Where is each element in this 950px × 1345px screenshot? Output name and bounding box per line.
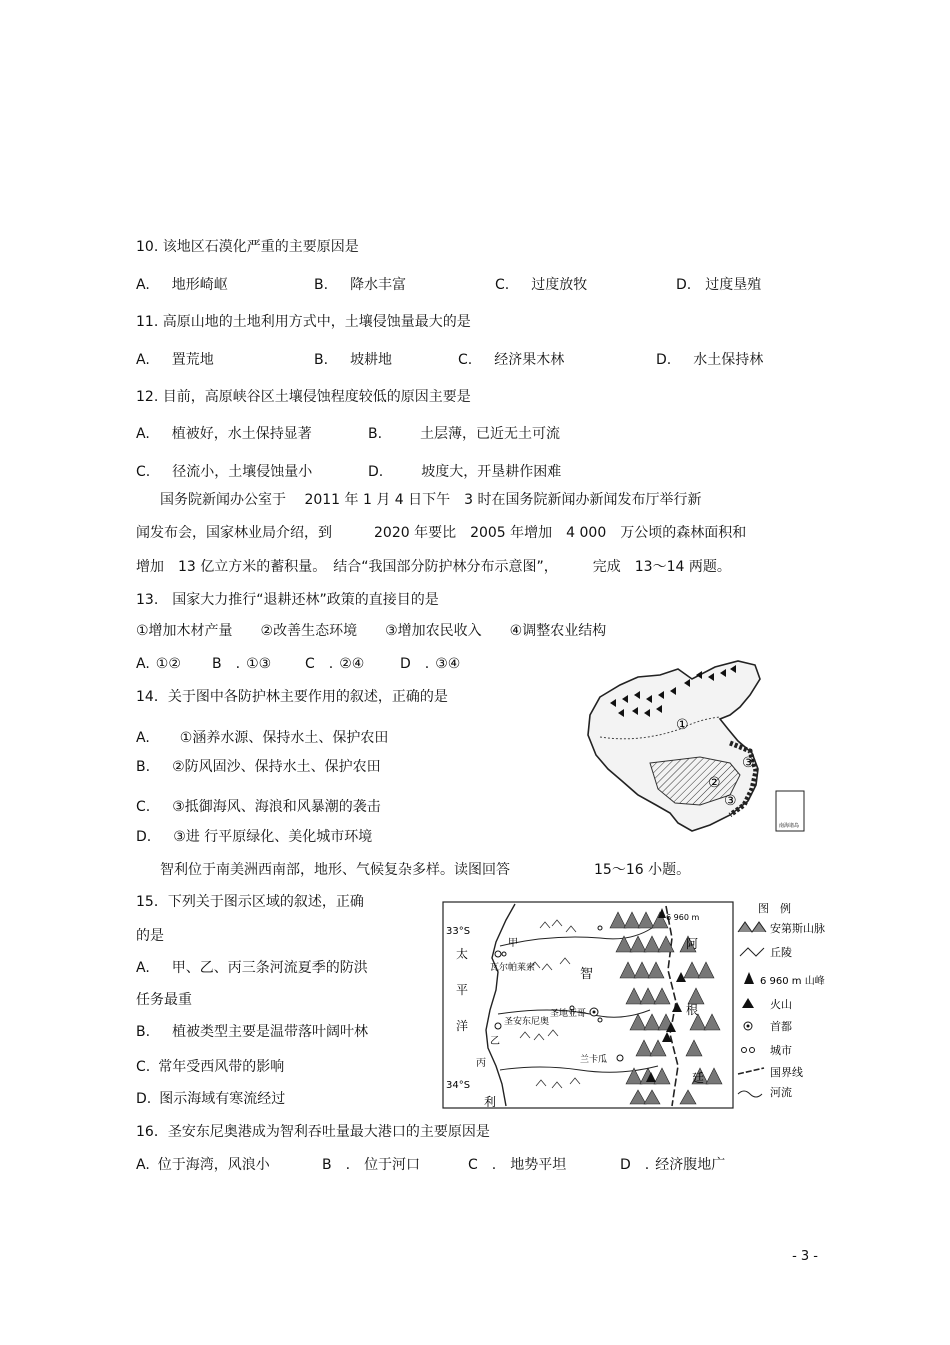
legend-border: 国界线: [770, 1066, 803, 1079]
q11-stem: 11. 高原山地的土地利用方式中，土壤侵蚀量最大的是: [136, 314, 471, 330]
option-text: 地势平坦: [510, 1157, 567, 1173]
neighbor-char-3: 廷: [692, 1071, 705, 1085]
q16-stem: 16．圣安东尼奥港成为智利吞吐量最大港口的主要原因是: [136, 1124, 490, 1140]
option-letter: D.: [368, 464, 384, 480]
legend-capital: 首都: [770, 1020, 792, 1033]
option-letter: C .: [305, 656, 334, 672]
peak-label: 6 960 m: [666, 913, 700, 922]
option-text: 图示海域有寒流经过: [159, 1091, 286, 1107]
legend-river-icon: [738, 1091, 762, 1097]
option-letter: B.: [368, 426, 383, 442]
q12-stem: 12. 目前，高原峡谷区土壤侵蚀程度较低的原因主要是: [136, 389, 471, 405]
q10-option-d: [676, 275, 761, 295]
q10-option-a: [136, 275, 228, 295]
option-letter: A.: [136, 656, 150, 672]
passage2: 智利位于南美洲西南部，地形、气候复杂多样。读图回答 15～16 小题。: [160, 862, 691, 878]
q11-option-d: [656, 350, 763, 370]
q11-option-a: [136, 350, 214, 370]
legend-peak: 6 960 m 山峰: [760, 976, 825, 987]
country-chile-2b: 利: [484, 1095, 497, 1109]
china-shelterbelt-map: [580, 655, 810, 837]
q15-option-b: [136, 1022, 368, 1042]
option-text: ③进 行平原绿化、美化城市环境: [173, 829, 373, 845]
option-letter: A.: [136, 730, 150, 746]
q15-option-a-cont: 任务最重: [136, 992, 192, 1008]
river-label-bing: 丙: [476, 1058, 486, 1069]
option-letter: B.: [136, 759, 151, 775]
q11-option-b: [314, 350, 392, 370]
q12-option-b: [368, 424, 560, 444]
river-label-yi: 乙: [490, 1036, 500, 1047]
q15-option-d: [136, 1089, 285, 1109]
q12-option-d: [368, 462, 561, 482]
q13-option-d: [400, 654, 460, 674]
map-legend: [738, 901, 825, 1099]
river-label-jia: 甲: [508, 938, 518, 949]
q14-option-d: [136, 827, 372, 847]
neighbor-char-1: 阿: [686, 937, 699, 951]
q14-option-c: [136, 797, 381, 817]
option-letter: D.: [136, 829, 152, 845]
option-letter: C.: [495, 277, 510, 293]
option-letter: B.: [314, 352, 329, 368]
option-letter: A.: [136, 960, 150, 976]
neighbor-char-2: 根: [686, 1003, 699, 1017]
option-text: 坡耕地: [350, 352, 393, 368]
q13-option-c: [305, 654, 364, 674]
capital-marker: [590, 1008, 598, 1016]
option-letter: C.: [458, 352, 473, 368]
q15-stem-line1: 15．下列关于图示区域的叙述，正确: [136, 894, 364, 910]
country-chile: 智: [580, 967, 594, 982]
q12-option-c: [136, 462, 312, 482]
q13-option-a: [136, 654, 181, 674]
q16-option-b: [322, 1155, 420, 1175]
ocean-char-1: 太: [456, 947, 469, 961]
option-text: 过度放牧: [531, 277, 588, 293]
option-letter: A.: [136, 1157, 150, 1173]
q13-items: ①增加木材产量 ②改善生态环境 ③增加农民收入 ④调整农业结构: [136, 623, 607, 639]
option-text: 甲、乙、丙三条河流夏季的防洪: [171, 960, 368, 976]
option-text: 地形崎岖: [171, 277, 228, 293]
q12-option-a: [136, 424, 312, 444]
passage1-line3: 增加 13 亿立方米的蓄积量。 结合“我国部分防护林分布示意图”， 完成 13～14 两题。: [136, 559, 731, 575]
option-letter: B.: [136, 1024, 151, 1040]
page-number: - 3 -: [792, 1249, 818, 1264]
city-san-antonio: 圣安东尼奥: [504, 1017, 550, 1027]
option-text: ③抵御海风、海浪和风暴潮的袭击: [172, 799, 381, 815]
passage1-line1: 国务院新闻办公室于 2011 年 1 月 4 日下午 3 时在国务院新闻办新闻发布厅举行新: [160, 492, 702, 508]
option-text: 置荒地: [171, 352, 214, 368]
lat-34: 34°S: [446, 1080, 471, 1091]
region-label-3a: ③: [742, 755, 755, 771]
option-letter: B.: [314, 277, 329, 293]
option-text: 位于海湾，风浪小: [157, 1157, 270, 1173]
lat-33: 33°S: [446, 926, 471, 937]
legend-border-icon: [738, 1068, 764, 1074]
chile-map: [440, 898, 835, 1114]
option-letter: C .: [468, 1157, 497, 1173]
option-letter: B .: [212, 656, 241, 672]
option-letter: D.: [676, 277, 692, 293]
q13-stem: 13. 国家大力推行“退耕还林”政策的直接目的是: [136, 592, 439, 608]
q13-option-b: [212, 654, 271, 674]
option-text: ①涵养水源、保持水土、保护农田: [179, 730, 389, 746]
q16-option-d: [620, 1155, 725, 1175]
city-rancagua: 兰卡瓜: [580, 1055, 608, 1065]
legend-andes-icon: [738, 922, 766, 932]
option-text: 植被类型主要是温带落叶阔叶林: [172, 1024, 369, 1040]
region-label-3b: ③: [724, 793, 737, 809]
option-letter: A.: [136, 277, 150, 293]
q10-option-c: [495, 275, 587, 295]
legend-andes: 安第斯山脉: [770, 922, 825, 935]
option-text: ①②: [155, 656, 181, 672]
option-letter: D.: [136, 1091, 152, 1107]
legend-city-icon: [742, 1048, 747, 1053]
option-letter: A.: [136, 352, 150, 368]
option-text: ②④: [339, 656, 365, 672]
option-letter: C.: [136, 464, 151, 480]
option-text: 经济果木林: [494, 352, 565, 368]
legend-river: 河流: [770, 1086, 792, 1099]
q10-option-b: [314, 275, 406, 295]
option-letter: C.: [136, 1059, 151, 1075]
city-valparaiso: 瓦尔帕莱索: [490, 963, 536, 973]
q14-option-a: [136, 728, 388, 748]
q10-stem: 10. 该地区石漠化严重的主要原因是: [136, 239, 359, 255]
option-letter: A.: [136, 426, 150, 442]
option-text: 植被好，水土保持显著: [171, 426, 312, 442]
q14-option-b: [136, 757, 381, 777]
q16-option-c: [468, 1155, 566, 1175]
option-letter: C.: [136, 799, 151, 815]
region-label-1: ①: [676, 717, 689, 733]
ocean-char-2: 平: [456, 983, 469, 997]
inset-label: 南海诸岛: [779, 823, 800, 829]
option-letter: D.: [656, 352, 672, 368]
option-text: 位于河口: [364, 1157, 421, 1173]
option-text: ②防风固沙、保持水土、保护农田: [172, 759, 381, 775]
legend-city: 城市: [770, 1044, 792, 1057]
q15-option-a: [136, 958, 368, 978]
legend-hills-icon: [740, 948, 764, 956]
option-text: 常年受西风带的影响: [158, 1059, 285, 1075]
option-text: 径流小，土壤侵蚀量小: [172, 464, 313, 480]
option-text: 水土保持林: [693, 352, 764, 368]
q15-stem-line2: 的是: [136, 928, 164, 944]
legend-volcano-icon: [742, 998, 754, 1008]
option-letter: B .: [322, 1157, 351, 1173]
q11-option-c: [458, 350, 564, 370]
city-santiago: 圣地亚哥: [550, 1009, 587, 1019]
q15-option-c: [136, 1057, 284, 1077]
option-text: 坡度大，开垦耕作困难: [421, 464, 562, 480]
passage1-line2: 闻发布会，国家林业局介绍，到 2020 年要比 2005 年增加 4 000 万公顷的森林面积和: [136, 525, 747, 541]
legend-volcano: 火山: [770, 998, 792, 1011]
option-text: 经济腹地广: [655, 1157, 726, 1173]
legend-hills: 丘陵: [770, 946, 792, 959]
option-letter: D .: [620, 1157, 650, 1173]
legend-peak-icon: [744, 972, 754, 984]
q14-stem: 14．关于图中各防护林主要作用的叙述，正确的是: [136, 689, 448, 705]
option-text: ①③: [246, 656, 272, 672]
legend-title: 图 例: [758, 902, 791, 915]
option-text: ③④: [435, 656, 461, 672]
option-letter: D .: [400, 656, 430, 672]
q16-option-a: [136, 1155, 270, 1175]
ocean-char-3: 洋: [456, 1019, 469, 1033]
option-text: 过度垦殖: [705, 277, 762, 293]
option-text: 降水丰富: [350, 277, 407, 293]
option-text: 土层薄，已近无土可流: [420, 426, 561, 442]
region-label-2: ②: [708, 775, 721, 791]
